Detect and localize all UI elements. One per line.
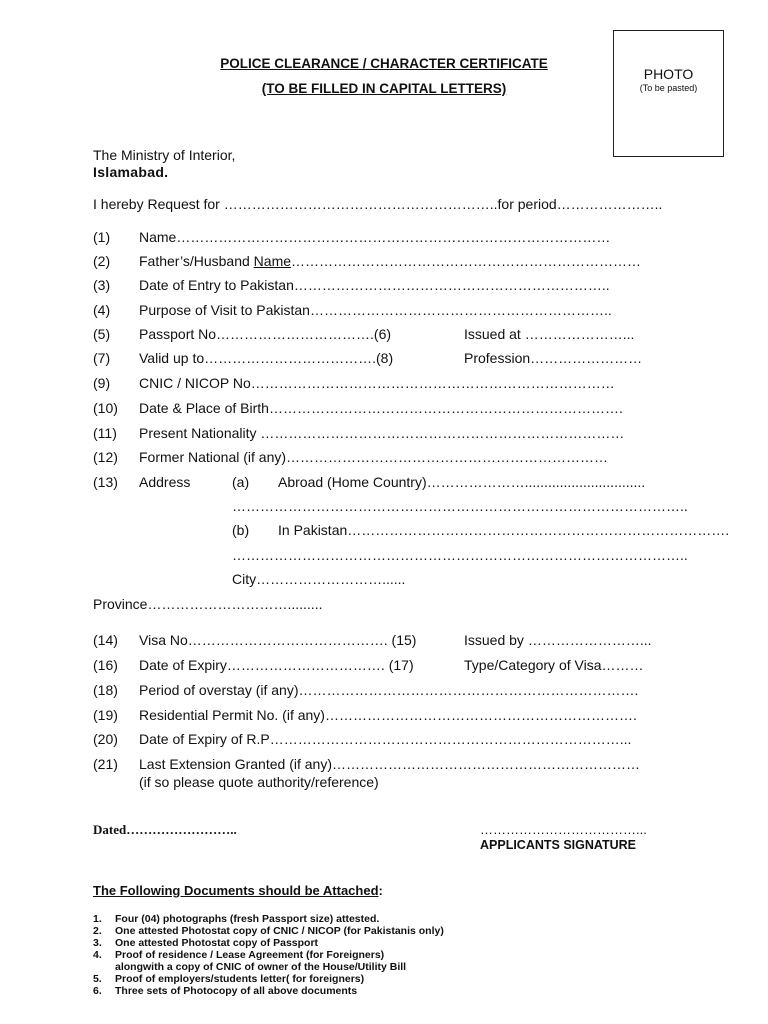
- field-num: (11): [93, 425, 117, 441]
- address-a-letter: (a): [232, 474, 250, 490]
- field-present-nationality: Present Nationality ……………………………………………………………………: [139, 425, 625, 441]
- field-cnic-nicop: CNIC / NICOP No……………………………………………………………………: [139, 375, 615, 391]
- field-profession: Profession……………………: [464, 350, 643, 366]
- document-num: 5.: [93, 973, 102, 985]
- document-item: [93, 937, 318, 949]
- field-num: (14): [93, 632, 118, 648]
- document-text: Proof of employers/students letter( for foreigners): [115, 973, 365, 985]
- field-visa-no: Visa No……………………………………. (15): [139, 632, 417, 648]
- field-last-extension: Last Extension Granted (if any)…………………………………………………………: [139, 756, 640, 772]
- documents-heading-colon: :: [378, 883, 383, 898]
- address-in-pakistan: In Pakistan……………………………………………………………………….: [278, 522, 730, 538]
- field-num: (4): [93, 302, 111, 318]
- document-item-cont: alongwith a copy of CNIC of owner of the House/Utility Bill: [115, 961, 407, 973]
- field-num: (3): [93, 277, 111, 293]
- document-text: One attested Photostat copy of Passport: [115, 937, 319, 949]
- field-date-of-entry: Date of Entry to Pakistan…………………………………………………………..: [139, 277, 610, 293]
- field-num: (5): [93, 326, 111, 342]
- field-residential-permit: Residential Permit No. (if any)………………………………………………………….: [139, 707, 637, 723]
- document-item: [93, 985, 357, 997]
- document-item: [93, 913, 379, 925]
- document-num: 2.: [93, 925, 102, 937]
- field-visa-issued-by: Issued by ……………………...: [464, 632, 652, 648]
- document-num: 3.: [93, 937, 102, 949]
- document-item: [93, 973, 364, 985]
- document-text: Four (04) photographs (fresh Passport size) attested.: [115, 913, 380, 925]
- document-text: One attested Photostat copy of CNIC / NICOP (for Pakistanis only): [115, 925, 444, 937]
- addressee-line1: The Ministry of Interior,: [93, 147, 236, 163]
- form-subtitle: (TO BE FILLED IN CAPITAL LETTERS): [261, 81, 507, 96]
- documents-heading-text: The Following Documents should be Attached: [93, 883, 379, 898]
- photo-label: PHOTO: [643, 66, 694, 82]
- field-rp-expiry: Date of Expiry of R.P…………………………………………………………………...: [139, 731, 632, 747]
- document-item: [93, 925, 444, 937]
- field-num: (1): [93, 229, 111, 245]
- address-b-letter: (b): [232, 522, 250, 538]
- field-num: (10): [93, 400, 118, 416]
- field-name: Name…………………………………………………………………………………: [139, 229, 611, 245]
- field-num: (21): [93, 756, 118, 772]
- request-line: I hereby Request for …………………………………………………..for period…………………..: [93, 196, 663, 212]
- photo-box: [613, 30, 724, 157]
- field-num: (19): [93, 707, 118, 723]
- document-item: [93, 949, 384, 961]
- document-num: 4.: [93, 949, 102, 961]
- field-label: Father’s/Husband: [139, 253, 254, 269]
- field-label-underlined: Name: [253, 253, 292, 269]
- field-valid-up-to: Valid up to……………………………….(8): [139, 350, 394, 366]
- signature-line: ………………………………...: [480, 822, 647, 837]
- address-province: Province………………………….........: [93, 596, 323, 612]
- field-num: (2): [93, 253, 111, 269]
- document-num: 6.: [93, 985, 102, 997]
- field-num: (13): [93, 474, 118, 490]
- field-former-nationality: Former National (if any)……………………………………………………………: [139, 449, 609, 465]
- field-num: (20): [93, 731, 118, 747]
- document-num: 1.: [93, 913, 102, 925]
- field-father-husband-name: [139, 253, 641, 269]
- address-in-pakistan-cont: ……………………………………………………………………………………..: [232, 547, 688, 563]
- address-city: City………………………......: [232, 571, 406, 587]
- field-date-of-expiry: Date of Expiry……………………………. (17): [139, 657, 414, 673]
- field-dots: …………………………………………………………………: [291, 253, 642, 269]
- dated-field: Dated……………………..: [93, 822, 237, 837]
- field-num: (18): [93, 682, 118, 698]
- address-label: Address: [139, 474, 191, 490]
- field-num: (12): [93, 449, 118, 465]
- document-text: Proof of residence / Lease Agreement (for Foreigners): [115, 949, 385, 961]
- field-num: (9): [93, 375, 111, 391]
- field-visa-type: Type/Category of Visa………: [464, 657, 644, 673]
- field-num: (16): [93, 657, 118, 673]
- documents-heading: [93, 883, 383, 898]
- signature-label: APPLICANTS SIGNATURE: [480, 838, 637, 852]
- address-abroad-cont: ……………………………………………………………………………………..: [232, 498, 688, 514]
- field-last-extension-note: (if so please quote authority/reference): [139, 774, 379, 790]
- addressee-line2: Islamabad.: [93, 164, 169, 180]
- field-purpose-of-visit: Purpose of Visit to Pakistan………………………………………………………..: [139, 302, 612, 318]
- photo-note: (To be pasted): [639, 83, 698, 93]
- field-passport-no: Passport No…………………………….(6): [139, 326, 392, 342]
- address-abroad: Abroad (Home Country)…………………...............................: [278, 474, 646, 490]
- form-title: POLICE CLEARANCE / CHARACTER CERTIFICATE: [220, 56, 548, 71]
- field-date-place-of-birth: Date & Place of Birth………………………………………………………………….: [139, 400, 623, 416]
- document-text: Three sets of Photocopy of all above documents: [115, 985, 358, 997]
- field-num: (7): [93, 350, 111, 366]
- field-issued-at: Issued at …………………...: [464, 326, 635, 342]
- field-period-of-overstay: Period of overstay (if any)……………………………………………………………….: [139, 682, 639, 698]
